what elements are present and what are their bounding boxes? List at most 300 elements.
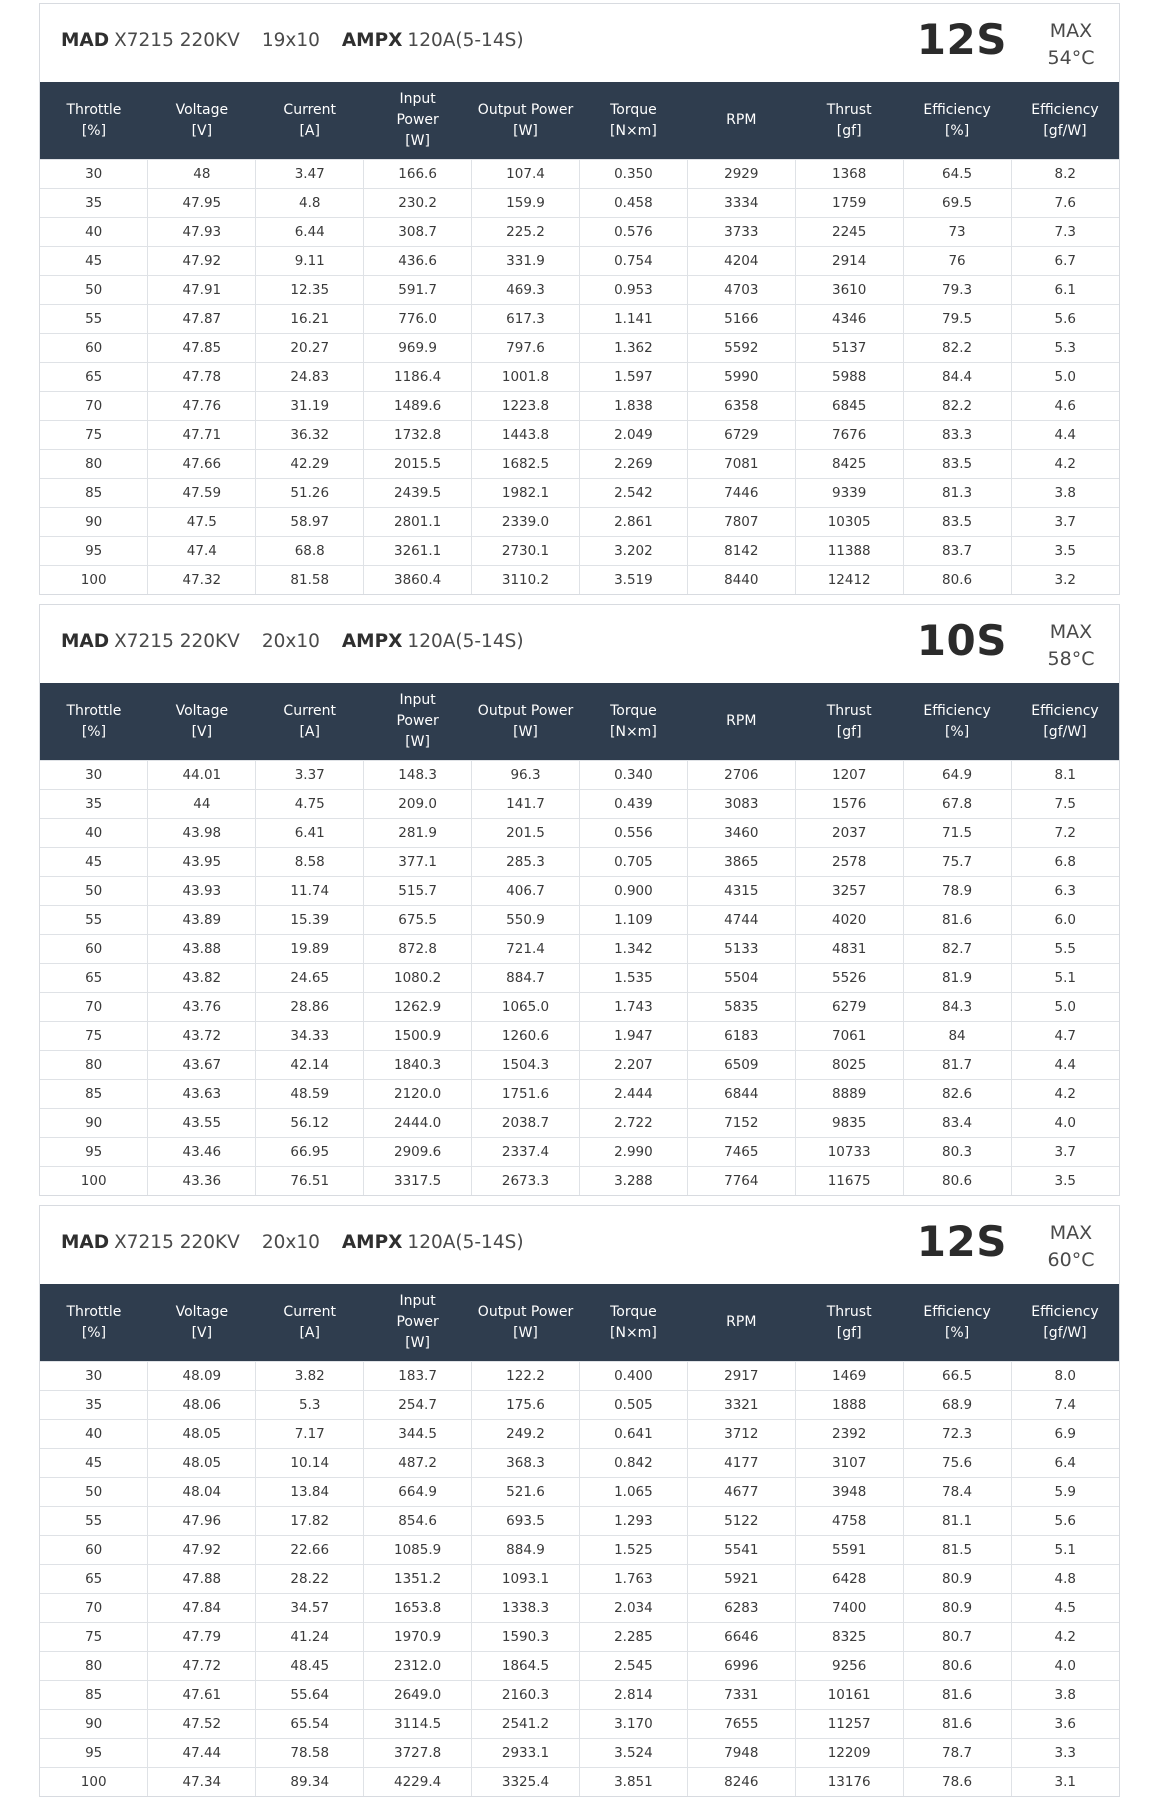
- table-cell: 122.2: [472, 1362, 580, 1391]
- table-cell: 693.5: [472, 1507, 580, 1536]
- table-cell: 3.7: [1011, 1138, 1119, 1167]
- column-name: Current: [283, 1303, 337, 1320]
- table-cell: 48.09: [148, 1362, 256, 1391]
- table-cell: 969.9: [364, 334, 472, 363]
- table-cell: 1489.6: [364, 392, 472, 421]
- table-cell: 35: [40, 189, 148, 218]
- table-cell: 43.36: [148, 1167, 256, 1196]
- table-cell: 3610: [795, 276, 903, 305]
- table-cell: 2801.1: [364, 508, 472, 537]
- table-cell: 12.35: [256, 276, 364, 305]
- table-cell: 30: [40, 761, 148, 790]
- table-cell: 0.576: [579, 218, 687, 247]
- battery-cells: 10S: [916, 616, 1007, 665]
- column-name: Input Power: [396, 692, 439, 729]
- table-cell: 3.8: [1011, 479, 1119, 508]
- table-cell: 72.3: [903, 1420, 1011, 1449]
- table-cell: 209.0: [364, 790, 472, 819]
- table-cell: 47.85: [148, 334, 256, 363]
- table-cell: 3.6: [1011, 1710, 1119, 1739]
- table-cell: 70: [40, 1594, 148, 1623]
- table-cell: 2578: [795, 848, 903, 877]
- column-name: Current: [283, 702, 337, 719]
- table-cell: 95: [40, 1138, 148, 1167]
- table-cell: 78.4: [903, 1478, 1011, 1507]
- column-header: [687, 683, 795, 761]
- table-cell: 35: [40, 790, 148, 819]
- table-cell: 4177: [687, 1449, 795, 1478]
- table-cell: 7655: [687, 1710, 795, 1739]
- column-header: [40, 1284, 148, 1362]
- table-cell: 4.6: [1011, 392, 1119, 421]
- table-cell: 8440: [687, 566, 795, 595]
- max-temperature: [1045, 619, 1097, 673]
- table-cell: 83.3: [903, 421, 1011, 450]
- table-cell: 85: [40, 1080, 148, 1109]
- table-row: [40, 218, 1119, 247]
- table-cell: 675.5: [364, 906, 472, 935]
- table-cell: 5.1: [1011, 964, 1119, 993]
- table-cell: 60: [40, 1536, 148, 1565]
- table-cell: 4.0: [1011, 1109, 1119, 1138]
- table-cell: 7152: [687, 1109, 795, 1138]
- table-cell: 4.2: [1011, 450, 1119, 479]
- test-config-title: [61, 631, 524, 652]
- table-cell: 7331: [687, 1681, 795, 1710]
- table-cell: 8.1: [1011, 761, 1119, 790]
- table-cell: 3110.2: [472, 566, 580, 595]
- column-name: Throttle: [66, 101, 122, 118]
- table-cell: 0.505: [579, 1391, 687, 1420]
- table-cell: 377.1: [364, 848, 472, 877]
- table-cell: 3.47: [256, 160, 364, 189]
- table-cell: 78.7: [903, 1739, 1011, 1768]
- header-row: [40, 82, 1119, 160]
- table-cell: 28.86: [256, 993, 364, 1022]
- column-unit: [N×m]: [610, 122, 657, 139]
- table-cell: 2392: [795, 1420, 903, 1449]
- table-cell: 1.525: [579, 1536, 687, 1565]
- max-temp-value: 54°C: [1047, 47, 1095, 69]
- table-cell: 83.5: [903, 450, 1011, 479]
- table-cell: 7.3: [1011, 218, 1119, 247]
- table-cell: 6279: [795, 993, 903, 1022]
- table-cell: 80: [40, 1652, 148, 1681]
- table-cell: 100: [40, 1167, 148, 1196]
- table-cell: 2.034: [579, 1594, 687, 1623]
- table-cell: 5541: [687, 1536, 795, 1565]
- table-cell: 47.52: [148, 1710, 256, 1739]
- table-cell: 7.6: [1011, 189, 1119, 218]
- table-cell: 7465: [687, 1138, 795, 1167]
- table-cell: 1970.9: [364, 1623, 472, 1652]
- table-row: [40, 906, 1119, 935]
- table-cell: 8.0: [1011, 1362, 1119, 1391]
- table-cell: 1.109: [579, 906, 687, 935]
- column-header: [256, 683, 364, 761]
- table-cell: 3317.5: [364, 1167, 472, 1196]
- table-body: [40, 160, 1119, 595]
- table-cell: 47.88: [148, 1565, 256, 1594]
- table-cell: 11.74: [256, 877, 364, 906]
- header-row: [40, 1284, 1119, 1362]
- column-header: [148, 683, 256, 761]
- table-cell: 89.34: [256, 1768, 364, 1797]
- table-cell: 2.861: [579, 508, 687, 537]
- table-cell: 0.439: [579, 790, 687, 819]
- table-cell: 1338.3: [472, 1594, 580, 1623]
- column-unit: [%]: [944, 723, 970, 740]
- table-cell: 1186.4: [364, 363, 472, 392]
- table-cell: 1653.8: [364, 1594, 472, 1623]
- table-cell: 4.5: [1011, 1594, 1119, 1623]
- table-cell: 11388: [795, 537, 903, 566]
- table-row: [40, 790, 1119, 819]
- table-cell: 2160.3: [472, 1681, 580, 1710]
- table-cell: 7081: [687, 450, 795, 479]
- table-cell: 4.75: [256, 790, 364, 819]
- column-header: [579, 82, 687, 160]
- table-cell: 2541.2: [472, 1710, 580, 1739]
- table-cell: 81.7: [903, 1051, 1011, 1080]
- table-cell: 83.7: [903, 537, 1011, 566]
- table-cell: 6283: [687, 1594, 795, 1623]
- table-cell: 4.2: [1011, 1080, 1119, 1109]
- max-label: MAX: [1049, 1222, 1093, 1244]
- table-cell: 9.11: [256, 247, 364, 276]
- table-cell: 12412: [795, 566, 903, 595]
- table-cell: 249.2: [472, 1420, 580, 1449]
- table-cell: 3.5: [1011, 1167, 1119, 1196]
- table-cell: 80.6: [903, 1167, 1011, 1196]
- table-cell: 1262.9: [364, 993, 472, 1022]
- column-header: [40, 683, 148, 761]
- table-cell: 66.95: [256, 1138, 364, 1167]
- column-header: [687, 1284, 795, 1362]
- table-cell: 42.14: [256, 1051, 364, 1080]
- table-cell: 1.763: [579, 1565, 687, 1594]
- table-cell: 6.1: [1011, 276, 1119, 305]
- table-cell: 3712: [687, 1420, 795, 1449]
- table-row: [40, 1536, 1119, 1565]
- column-header: [364, 82, 472, 160]
- column-header: [795, 1284, 903, 1362]
- column-header: [1011, 1284, 1119, 1362]
- table-cell: 3.519: [579, 566, 687, 595]
- battery-cells: 12S: [916, 1217, 1007, 1266]
- column-name: Efficiency: [1031, 101, 1099, 118]
- table-row: [40, 1449, 1119, 1478]
- test-config-title: [61, 30, 524, 51]
- battery-cells: 12S: [916, 15, 1007, 64]
- table-row: [40, 1022, 1119, 1051]
- table-cell: 4020: [795, 906, 903, 935]
- table-cell: 48.06: [148, 1391, 256, 1420]
- table-cell: 1065.0: [472, 993, 580, 1022]
- table-cell: 2.990: [579, 1138, 687, 1167]
- table-cell: 3948: [795, 1478, 903, 1507]
- column-name: RPM: [726, 1314, 757, 1330]
- table-row: [40, 450, 1119, 479]
- column-name: Efficiency: [1031, 702, 1099, 719]
- table-cell: 7764: [687, 1167, 795, 1196]
- table-cell: 141.7: [472, 790, 580, 819]
- table-cell: 5988: [795, 363, 903, 392]
- column-header: [256, 1284, 364, 1362]
- table-cell: 4.2: [1011, 1623, 1119, 1652]
- table-cell: 47.95: [148, 189, 256, 218]
- table-cell: 43.76: [148, 993, 256, 1022]
- table-cell: 664.9: [364, 1478, 472, 1507]
- column-unit: [W]: [405, 133, 430, 149]
- table-cell: 4.0: [1011, 1652, 1119, 1681]
- motor-brand: MAD: [61, 1232, 110, 1253]
- table-cell: 4703: [687, 276, 795, 305]
- table-cell: 6.41: [256, 819, 364, 848]
- table-cell: 82.7: [903, 935, 1011, 964]
- table-cell: 47.66: [148, 450, 256, 479]
- column-name: Efficiency: [923, 702, 991, 719]
- table-cell: 9835: [795, 1109, 903, 1138]
- table-cell: 64.9: [903, 761, 1011, 790]
- table-cell: 7.4: [1011, 1391, 1119, 1420]
- table-cell: 8.58: [256, 848, 364, 877]
- table-cell: 872.8: [364, 935, 472, 964]
- motor-model: X7215 220KV: [114, 1232, 240, 1253]
- table-row: [40, 935, 1119, 964]
- table-cell: 2038.7: [472, 1109, 580, 1138]
- table-row: [40, 508, 1119, 537]
- table-cell: 2909.6: [364, 1138, 472, 1167]
- table-cell: 75: [40, 421, 148, 450]
- table-cell: 2444.0: [364, 1109, 472, 1138]
- table-cell: 4.8: [1011, 1565, 1119, 1594]
- table-cell: 80.3: [903, 1138, 1011, 1167]
- table-cell: 43.95: [148, 848, 256, 877]
- table-cell: 47.5: [148, 508, 256, 537]
- table-cell: 48.05: [148, 1449, 256, 1478]
- table-row: [40, 993, 1119, 1022]
- table-cell: 47.96: [148, 1507, 256, 1536]
- table-cell: 10161: [795, 1681, 903, 1710]
- table-cell: 90: [40, 1710, 148, 1739]
- table-cell: 797.6: [472, 334, 580, 363]
- table-cell: 65: [40, 1565, 148, 1594]
- max-temperature: [1045, 18, 1097, 72]
- table-cell: 16.21: [256, 305, 364, 334]
- propeller-size: 19x10: [261, 30, 320, 51]
- table-cell: 2337.4: [472, 1138, 580, 1167]
- table-cell: 6729: [687, 421, 795, 450]
- table-cell: 7.5: [1011, 790, 1119, 819]
- table-cell: 34.57: [256, 1594, 364, 1623]
- table-cell: 6.8: [1011, 848, 1119, 877]
- column-unit: [%]: [81, 723, 107, 740]
- table-cell: 0.340: [579, 761, 687, 790]
- motor-brand: MAD: [61, 30, 110, 51]
- table-cell: 344.5: [364, 1420, 472, 1449]
- table-cell: 47.44: [148, 1739, 256, 1768]
- table-cell: 5526: [795, 964, 903, 993]
- table-cell: 0.458: [579, 189, 687, 218]
- table-row: [40, 421, 1119, 450]
- table-cell: 331.9: [472, 247, 580, 276]
- table-cell: 40: [40, 218, 148, 247]
- table-cell: 28.22: [256, 1565, 364, 1594]
- table-cell: 2.444: [579, 1080, 687, 1109]
- column-name: Output Power: [477, 1303, 574, 1320]
- table-cell: 56.12: [256, 1109, 364, 1138]
- table-cell: 80.6: [903, 1652, 1011, 1681]
- table-row: [40, 1594, 1119, 1623]
- table-cell: 47.87: [148, 305, 256, 334]
- column-unit: [%]: [944, 122, 970, 139]
- table-cell: 2312.0: [364, 1652, 472, 1681]
- table-cell: 3.5: [1011, 537, 1119, 566]
- table-cell: 47.59: [148, 479, 256, 508]
- table-cell: 4.4: [1011, 421, 1119, 450]
- table-cell: 5504: [687, 964, 795, 993]
- table-cell: 854.6: [364, 1507, 472, 1536]
- column-name: RPM: [726, 713, 757, 729]
- table-cell: 6509: [687, 1051, 795, 1080]
- table-cell: 6.44: [256, 218, 364, 247]
- table-cell: 82.2: [903, 392, 1011, 421]
- table-cell: 1.743: [579, 993, 687, 1022]
- column-header: [903, 683, 1011, 761]
- column-unit: [W]: [513, 723, 538, 740]
- table-cell: 84.4: [903, 363, 1011, 392]
- table-cell: 6.9: [1011, 1420, 1119, 1449]
- column-header: [148, 1284, 256, 1362]
- table-cell: 3.37: [256, 761, 364, 790]
- table-cell: 43.82: [148, 964, 256, 993]
- table-cell: 5.0: [1011, 993, 1119, 1022]
- column-unit: [V]: [191, 1324, 213, 1341]
- table-row: [40, 1420, 1119, 1449]
- table-cell: 721.4: [472, 935, 580, 964]
- esc-model: 120A(5-14S): [407, 1232, 524, 1253]
- table-cell: 5835: [687, 993, 795, 1022]
- table-cell: 71.5: [903, 819, 1011, 848]
- table-cell: 43.67: [148, 1051, 256, 1080]
- table-cell: 1864.5: [472, 1652, 580, 1681]
- table-cell: 884.7: [472, 964, 580, 993]
- table-cell: 7.17: [256, 1420, 364, 1449]
- table-cell: 31.19: [256, 392, 364, 421]
- motor-model: X7215 220KV: [114, 631, 240, 652]
- table-cell: 2245: [795, 218, 903, 247]
- column-unit: [V]: [191, 122, 213, 139]
- table-cell: 308.7: [364, 218, 472, 247]
- table-cell: 65: [40, 964, 148, 993]
- table-cell: 47.78: [148, 363, 256, 392]
- table-cell: 2706: [687, 761, 795, 790]
- table-cell: 591.7: [364, 276, 472, 305]
- table-cell: 3.202: [579, 537, 687, 566]
- table-cell: 60: [40, 935, 148, 964]
- table-cell: 75.7: [903, 848, 1011, 877]
- table-cell: 1260.6: [472, 1022, 580, 1051]
- esc-model: 120A(5-14S): [407, 631, 524, 652]
- max-label: MAX: [1049, 20, 1093, 42]
- table-cell: 2649.0: [364, 1681, 472, 1710]
- table-cell: 1.947: [579, 1022, 687, 1051]
- table-cell: 6428: [795, 1565, 903, 1594]
- performance-table: [40, 82, 1119, 594]
- table-cell: 1.342: [579, 935, 687, 964]
- table-cell: 7807: [687, 508, 795, 537]
- table-cell: 4677: [687, 1478, 795, 1507]
- table-cell: 0.705: [579, 848, 687, 877]
- table-cell: 42.29: [256, 450, 364, 479]
- table-cell: 1888: [795, 1391, 903, 1420]
- column-unit: [gf/W]: [1043, 1324, 1087, 1341]
- table-cell: 3107: [795, 1449, 903, 1478]
- table-cell: 3083: [687, 790, 795, 819]
- table-cell: 8025: [795, 1051, 903, 1080]
- column-header: [903, 82, 1011, 160]
- table-cell: 5592: [687, 334, 795, 363]
- column-header: [1011, 683, 1119, 761]
- table-cell: 2929: [687, 160, 795, 189]
- table-cell: 81.1: [903, 1507, 1011, 1536]
- motor-model: X7215 220KV: [114, 30, 240, 51]
- table-cell: 64.5: [903, 160, 1011, 189]
- table-cell: 51.26: [256, 479, 364, 508]
- table-cell: 8246: [687, 1768, 795, 1797]
- column-name: Throttle: [66, 1303, 122, 1320]
- table-row: [40, 1362, 1119, 1391]
- table-cell: 436.6: [364, 247, 472, 276]
- table-cell: 79.3: [903, 276, 1011, 305]
- column-header: [472, 82, 580, 160]
- column-name: Efficiency: [1031, 1303, 1099, 1320]
- table-cell: 254.7: [364, 1391, 472, 1420]
- table-cell: 47.34: [148, 1768, 256, 1797]
- table-cell: 3.2: [1011, 566, 1119, 595]
- table-cell: 90: [40, 1109, 148, 1138]
- table-cell: 80.7: [903, 1623, 1011, 1652]
- table-cell: 3.1: [1011, 1768, 1119, 1797]
- table-row: [40, 189, 1119, 218]
- table-cell: 68.9: [903, 1391, 1011, 1420]
- table-cell: 6996: [687, 1652, 795, 1681]
- table-cell: 6183: [687, 1022, 795, 1051]
- column-name: Torque: [610, 702, 657, 719]
- table-cell: 2.269: [579, 450, 687, 479]
- table-cell: 43.55: [148, 1109, 256, 1138]
- table-cell: 13176: [795, 1768, 903, 1797]
- table-cell: 43.46: [148, 1138, 256, 1167]
- table-cell: 1590.3: [472, 1623, 580, 1652]
- table-cell: 60: [40, 334, 148, 363]
- table-cell: 1469: [795, 1362, 903, 1391]
- table-cell: 1751.6: [472, 1080, 580, 1109]
- column-unit: [W]: [513, 122, 538, 139]
- table-cell: 47.4: [148, 537, 256, 566]
- test-data-tables: [39, 3, 1120, 1806]
- table-cell: 3.524: [579, 1739, 687, 1768]
- table-cell: 1.838: [579, 392, 687, 421]
- table-cell: 19.89: [256, 935, 364, 964]
- table-cell: 67.8: [903, 790, 1011, 819]
- table-cell: 82.6: [903, 1080, 1011, 1109]
- column-unit: [N×m]: [610, 723, 657, 740]
- table-cell: 43.89: [148, 906, 256, 935]
- table-row: [40, 276, 1119, 305]
- max-temp-value: 60°C: [1047, 1249, 1095, 1271]
